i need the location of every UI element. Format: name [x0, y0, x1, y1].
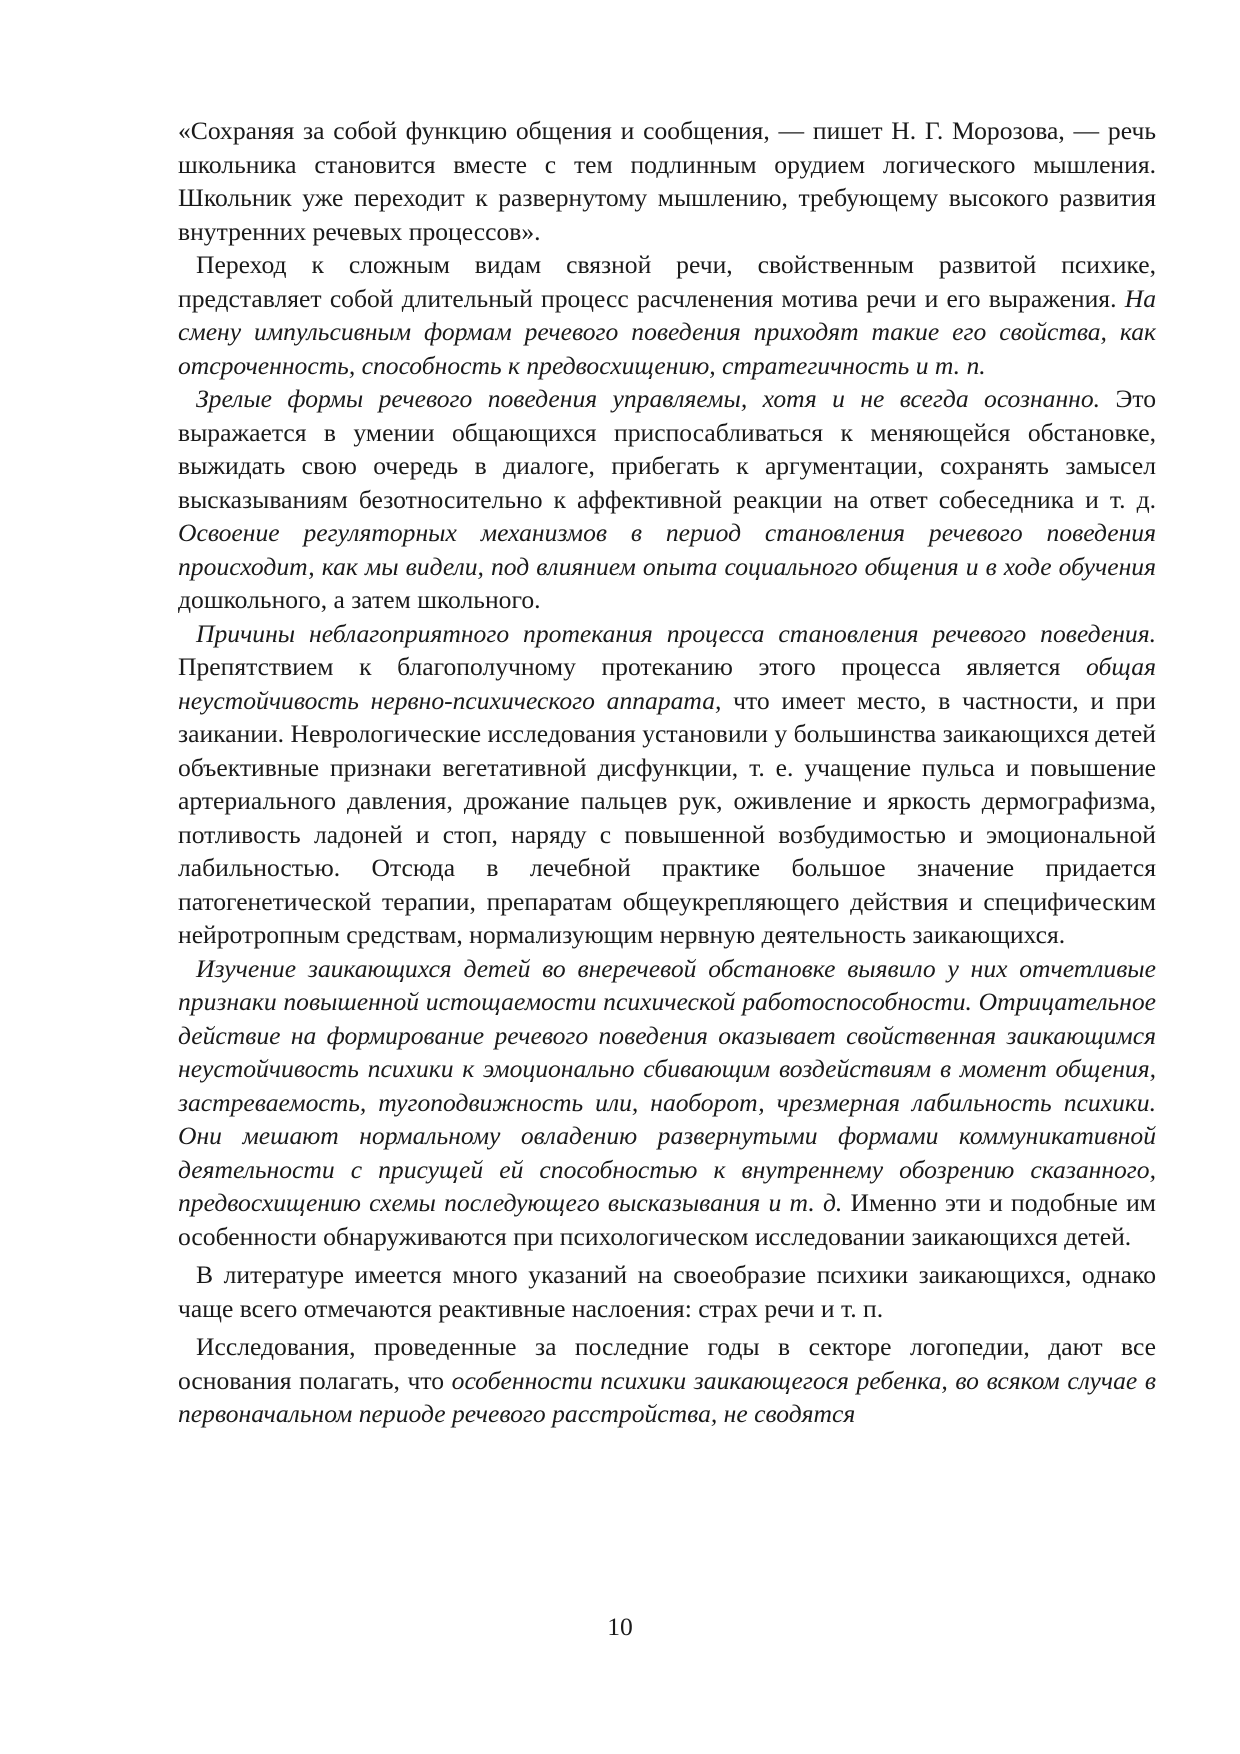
text-segment: В литературе имеется много указаний на своеобразие психики заикающихся, однако чаще всего отмечаются реактивные наслоения: страх речи и т. п. — [178, 1260, 1156, 1323]
italic-segment: особенности психики заикающегося ребенка, во всяком случае в первоначальном периоде речевого расстройства, не сводятся — [178, 1365, 1156, 1428]
paragraph-2 — [178, 248, 1156, 382]
italic-segment: Изучение заикающихся детей во внеречевой обстановке выявило у них отчетливые признаки повышенной истощаемости психической работоспособности. Отрицательное действие на формирование речевого поведения оказывает свойственная заикающимся неустойчивость психики к эмоционально сбивающим воздействиям в момент общения, застреваемость, тугоподвижность или, наоборот, чрезмерная лабильность психики. Они мешают нормальному овладению развернутыми формами коммуникативной деятельности с присущей ей способностью к внутреннему обозрению сказанного, предвосхищению схемы последующего высказывания и т. д. — [178, 953, 1156, 1217]
text-segment: дошкольного, а затем школьного. — [178, 585, 541, 614]
text-segment: Переход к сложным видам связной речи, свойственным развитой психике, представляет собой длительный процесс расчленения мотива речи и его выражения. — [178, 250, 1156, 313]
paragraph-1 — [178, 114, 1156, 248]
page-number: 10 — [607, 1612, 633, 1641]
paragraph-4 — [178, 617, 1156, 952]
paragraph-6 — [178, 1258, 1156, 1325]
paragraph-5 — [178, 952, 1156, 1254]
italic-segment: Причины неблагоприятного протекания процесса становления речевого поведения. — [196, 618, 1156, 648]
text-segment: Это выражается в умении общающихся приспосабливаться к меняющейся обстановке, выжидать свою очередь в диалоге, прибегать к аргументации, сохранять замысел высказываниям безотносительно к аффективной реакции на ответ собеседника и т. д. — [178, 384, 1156, 514]
italic-segment: общая неустойчивость нервно-психического аппарата, — [178, 652, 1156, 715]
text-segment: Именно эти и подобные им особенности обнаруживаются при психологическом исследовании заикающихся детей. — [178, 1188, 1157, 1251]
text-segment: Препятствием к благополучному протеканию этого процесса является — [178, 652, 1087, 681]
italic-segment: Освоение регуляторных механизмов в период становления речевого поведения происходит, как мы видели, под влиянием опыта социального общения и в ходе обучения — [178, 518, 1156, 581]
text-segment: что имеет место, в частности, и при заикании. Неврологические исследования установили у большинства заикающихся детей объективные признаки вегетативной дисфункции, т. е. учащение пульса и повышение артериального давления, дрожание пальцев рук, оживление и яркость дермографизма, потливость ладоней и стоп, наряду с повышенной возбудимостью и эмоциональной лабильностью. Отсюда в лечебной практике большое значение придается патогенетической терапии, препаратам общеукрепляющего действия и специфическим нейротропным средствам, нормализующим нервную деятельность заикающихся. — [178, 685, 1156, 949]
italic-segment: Зрелые формы речевого поведения управляемы, хотя и не всегда осознанно. — [196, 384, 1101, 413]
text-segment: Исследования, проведенные за последние годы в секторе логопедии, дают все основания полагать, что — [178, 1332, 1156, 1395]
paragraph-7 — [178, 1330, 1156, 1431]
paragraph-3 — [178, 382, 1156, 617]
italic-segment: На смену импульсивным формам речевого поведения приходят такие его свойства, как отсроченность, способность к предвосхищению, стратегичность и т. п. — [178, 283, 1156, 380]
body-text — [178, 114, 1156, 1431]
text-segment: «Сохраняя за собой функцию общения и сообщения, — пишет Н. Г. Морозова, — речь школьника становится вместе с тем подлинным орудием логического мышления. Школьник уже переходит к развернутому мышлению, требующему высокого развития внутренних речевых процессов». — [178, 116, 1156, 246]
